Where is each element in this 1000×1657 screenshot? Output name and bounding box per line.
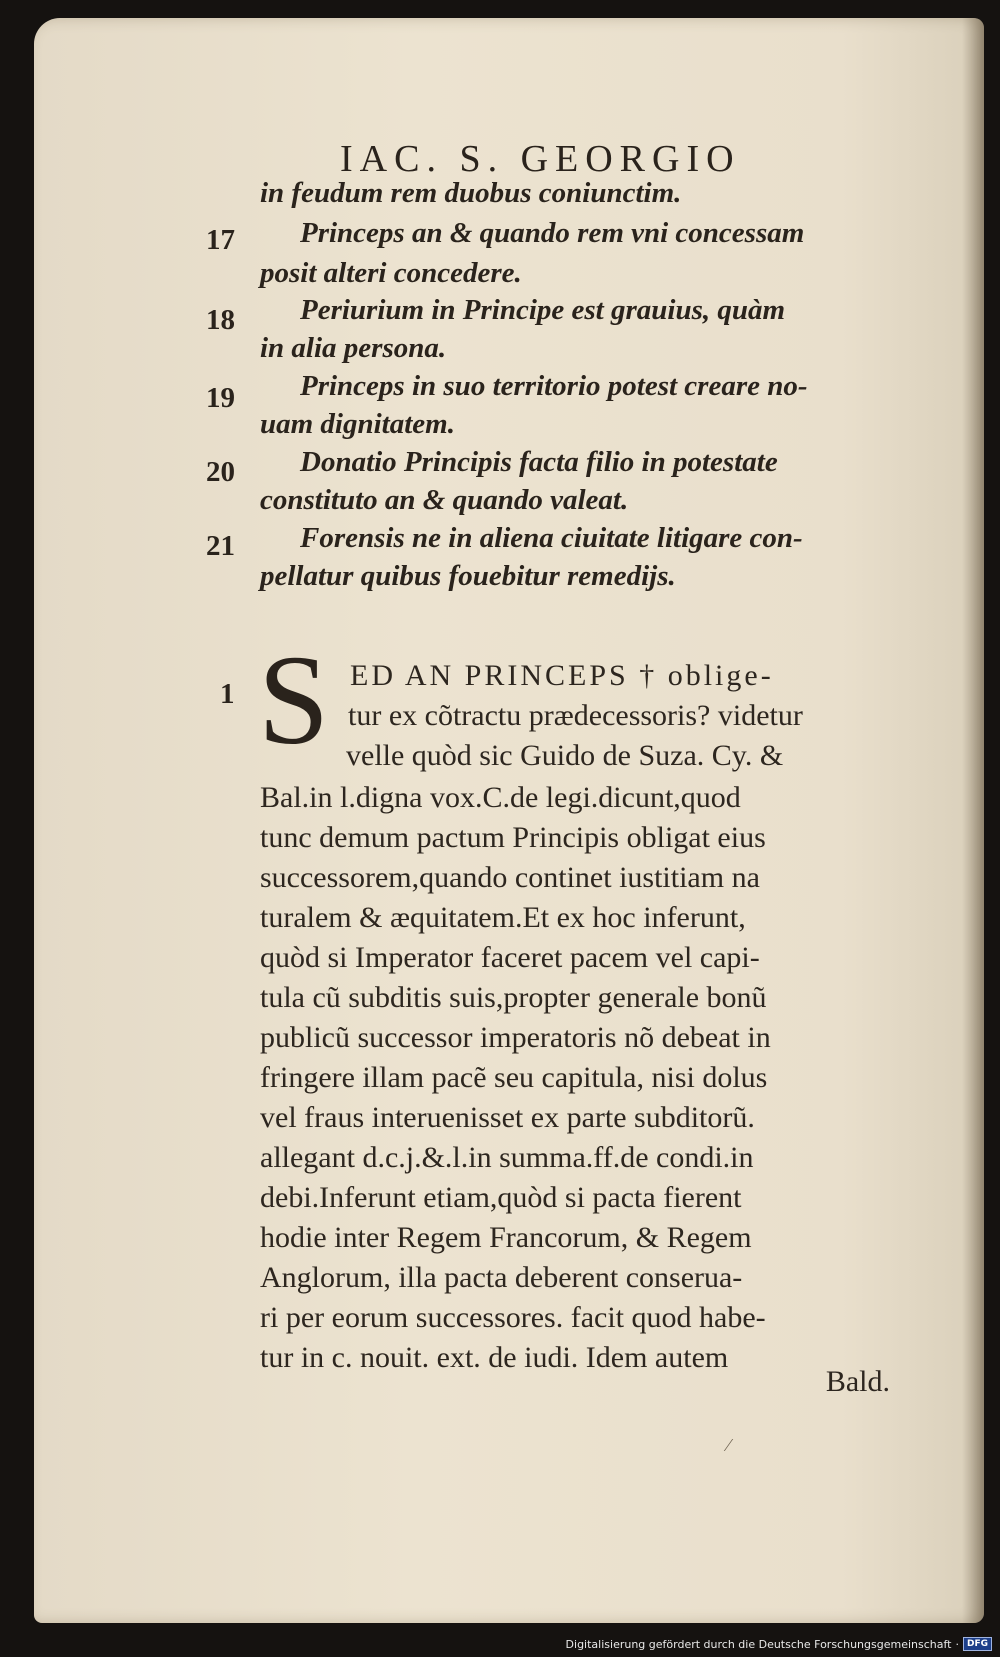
summary-line: posit alteri concedere.: [260, 257, 522, 289]
body-line: hodie inter Regem Francorum, & Regem: [260, 1221, 752, 1254]
body-line: tur in c. nouit. ext. de iudi. Idem autem: [260, 1341, 729, 1374]
body-line: tula cũ subditis suis,propter generale bonũ: [260, 981, 767, 1014]
summary-line: Forensis ne in aliena ciuitate litigare con-: [300, 522, 803, 554]
body-line: fringere illam pacẽ seu capitula, nisi dolus: [260, 1061, 768, 1094]
summary-line: Princeps an & quando rem vni concessam: [300, 217, 805, 249]
digitization-footer: Digitalisierung gefördert durch die Deutsche Forschungsgemeinschaft · DFG: [566, 1637, 992, 1651]
summary-line: Donatio Principis facta filio in potestate: [300, 446, 778, 478]
summary-line: in alia persona.: [260, 332, 447, 364]
body-line: ri per eorum successores. facit quod habe-: [260, 1301, 766, 1334]
summary-line: Periurium in Principe est grauius, quàm: [300, 294, 786, 326]
margin-number: 1: [220, 678, 235, 710]
summary-line: uam dignitatem.: [260, 408, 455, 440]
body-line: allegant d.c.j.&.l.in summa.ff.de condi.in: [260, 1141, 754, 1174]
summary-line: constituto an & quando valeat.: [260, 484, 629, 516]
dfg-logo-icon: DFG: [963, 1637, 992, 1651]
body-line: Bal.in l.digna vox.C.de legi.dicunt,quod: [260, 781, 741, 814]
body-line: vel fraus interuenisset ex parte subditorũ.: [260, 1101, 755, 1134]
drop-cap: S: [258, 629, 330, 771]
body-line: ED AN PRINCEPS † oblige-: [350, 659, 774, 692]
page-gutter-shadow: [962, 18, 984, 1623]
body-line: tunc demum pactum Principis obligat eius: [260, 821, 766, 854]
catchword: Bald.: [825, 1365, 890, 1398]
body-line: quòd si Imperator faceret pacem vel capi-: [260, 941, 760, 974]
margin-number: 20: [206, 456, 235, 488]
margin-number: 21: [206, 530, 235, 562]
body-line: Anglorum, illa pacta deberent conserua-: [260, 1261, 743, 1294]
margin-number: 19: [206, 382, 235, 414]
margin-number: 18: [206, 304, 235, 336]
running-head: IAC. S. GEORGIO: [340, 138, 741, 180]
body-line: tur ex cõtractu prædecessoris? videtur: [348, 699, 803, 732]
margin-number: 17: [206, 224, 235, 256]
body-line: turalem & æquitatem.Et ex hoc inferunt,: [260, 901, 746, 934]
summary-line: pellatur quibus fouebitur remedijs.: [260, 560, 676, 592]
body-line: publicũ successor imperatoris nõ debeat in: [260, 1021, 771, 1054]
body-line: velle quòd sic Guido de Suza. Cy. &: [346, 739, 784, 772]
body-line: debi.Inferunt etiam,quòd si pacta fierent: [260, 1181, 742, 1214]
body-line: successorem,quando continet iustitiam na: [260, 861, 760, 894]
ink-mark: ⁄: [727, 1435, 731, 1455]
footer-text: Digitalisierung gefördert durch die Deutsche Forschungsgemeinschaft: [565, 1637, 952, 1651]
summary-line: Princeps in suo territorio potest creare no-: [300, 370, 808, 402]
summary-line: in feudum rem duobus coniunctim.: [260, 177, 682, 209]
